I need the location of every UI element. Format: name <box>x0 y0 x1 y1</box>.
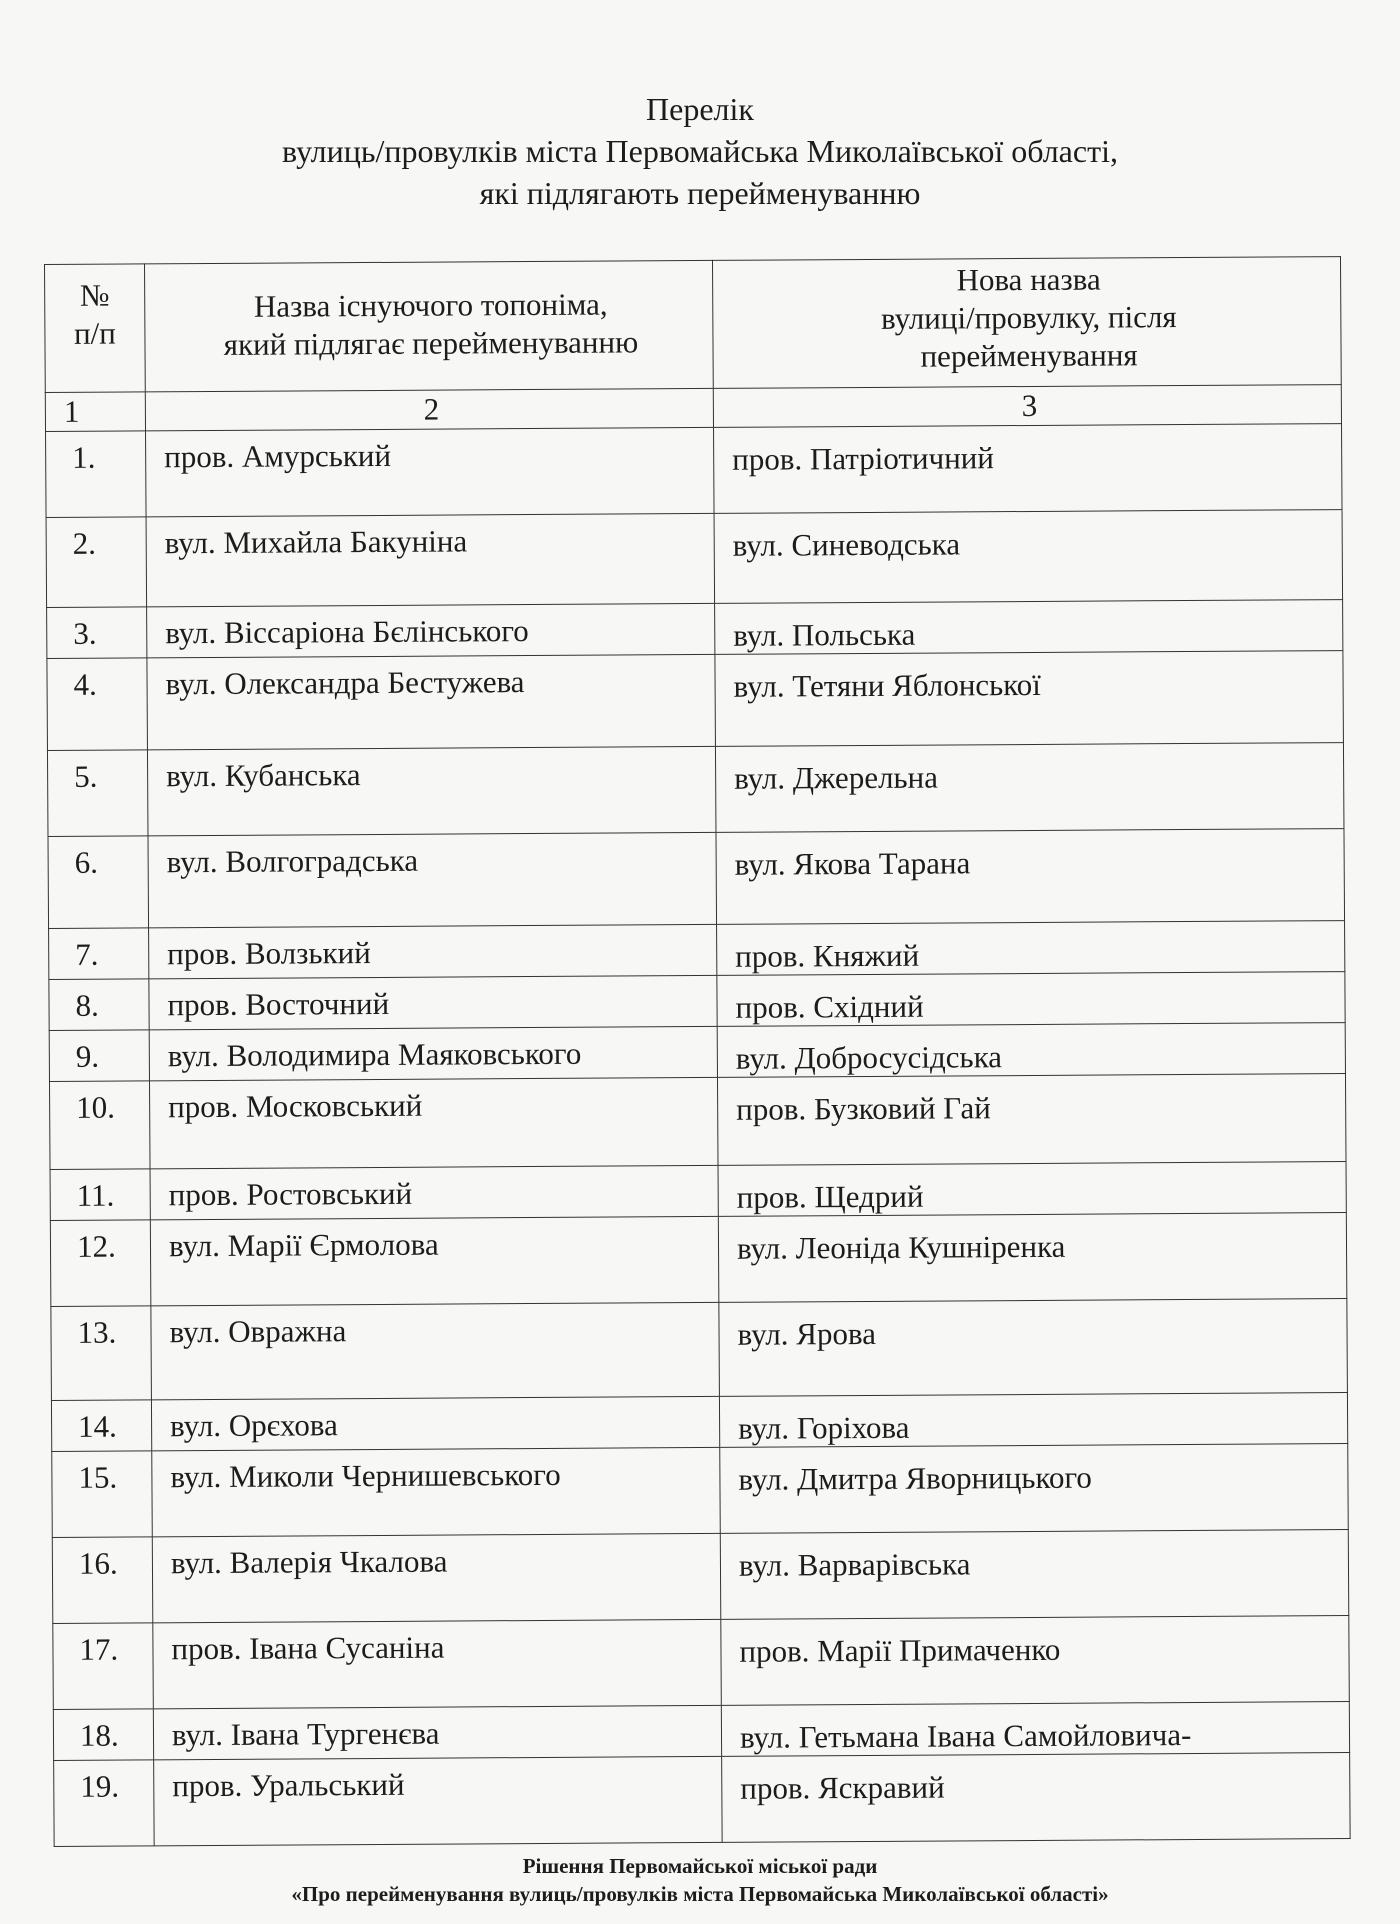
row-number: 15. <box>52 1451 153 1538</box>
row-number: 14. <box>51 1400 151 1452</box>
column-index-1: 1 <box>45 392 145 432</box>
new-street-name: пров. Щедрий <box>718 1162 1346 1217</box>
table-row <box>49 972 1345 1031</box>
table-row <box>47 600 1343 659</box>
table-row <box>46 424 1343 518</box>
new-street-name: вул. Ярова <box>719 1299 1348 1397</box>
row-number: 9. <box>49 1030 149 1082</box>
old-street-name: пров. Ростовський <box>150 1165 718 1219</box>
row-number: 13. <box>51 1306 152 1401</box>
old-street-name: вул. Овражна <box>151 1302 720 1399</box>
row-number: 12. <box>50 1220 151 1307</box>
table-row <box>48 829 1345 929</box>
table-row <box>47 651 1344 751</box>
old-street-name: вул. Кубанська <box>147 746 716 835</box>
footer-line-1: Рішення Первомайської міської ради <box>522 1854 878 1878</box>
new-street-name: пров. Східний <box>717 972 1345 1027</box>
table-row <box>49 1023 1345 1082</box>
document-footer <box>0 1852 1400 1908</box>
table-row <box>49 1074 1346 1170</box>
table-row <box>46 510 1343 608</box>
new-street-name: пров. Марії Примаченко <box>721 1616 1350 1706</box>
table-row <box>49 921 1345 980</box>
table-row <box>50 1213 1347 1307</box>
old-street-name: пров. Амурський <box>146 427 715 516</box>
new-street-name: вул. Польська <box>715 600 1343 655</box>
row-number: 5. <box>47 750 148 837</box>
old-street-name: пров. Восточний <box>149 975 717 1029</box>
old-street-name: вул. Віссаріона Бєлінського <box>147 603 715 657</box>
old-street-name: вул. Орєхова <box>151 1396 719 1450</box>
new-street-name: пров. Яскравий <box>722 1753 1351 1843</box>
new-street-name: вул. Гетьмана Івана Самойловича- <box>721 1702 1349 1757</box>
new-street-name: вул. Тетяни Яблонської <box>715 651 1344 747</box>
table-row <box>51 1393 1347 1452</box>
column-index-2: 2 <box>145 388 713 430</box>
row-number: 2. <box>46 517 147 608</box>
row-number: 10. <box>49 1081 150 1170</box>
document-title <box>0 88 1400 214</box>
old-street-name: вул. Михайла Бакуніна <box>146 513 715 606</box>
row-number: 1. <box>46 431 147 518</box>
old-street-name: пров. Московський <box>149 1077 718 1168</box>
row-number: 11. <box>50 1169 150 1221</box>
table-row <box>52 1444 1349 1538</box>
new-street-name: вул. Горіхова <box>719 1393 1347 1448</box>
header-number: № п/п <box>45 264 146 393</box>
new-street-name: вул. Добросусідська <box>717 1023 1345 1078</box>
title-line-1: Перелік <box>646 91 754 127</box>
new-street-name: пров. Бузковий Гай <box>717 1074 1346 1166</box>
old-street-name: вул. Миколи Чернишевського <box>152 1447 721 1536</box>
new-street-name: пров. Патріотичний <box>714 424 1343 514</box>
old-street-name: вул. Волгоградська <box>148 832 717 927</box>
new-street-name: вул. Синеводська <box>714 510 1343 604</box>
old-street-name: вул. Марії Єрмолова <box>150 1216 719 1305</box>
new-street-name: вул. Варварівська <box>720 1530 1349 1620</box>
table-row <box>51 1299 1348 1401</box>
old-street-name: пров. Волзький <box>149 924 717 978</box>
new-street-name: вул. Дмитра Яворницького <box>720 1444 1349 1534</box>
row-number: 6. <box>48 836 149 929</box>
row-number: 19. <box>54 1760 155 1847</box>
title-line-3: які підлягають перейменуванню <box>479 175 921 211</box>
title-line-2: вулиць/провулків міста Первомайська Миколаївської області, <box>282 133 1118 169</box>
new-street-name: вул. Якова Тарана <box>716 829 1345 925</box>
new-street-name: пров. Княжий <box>717 921 1345 976</box>
row-number: 16. <box>52 1537 153 1624</box>
row-number: 17. <box>53 1623 154 1710</box>
row-number: 3. <box>47 607 147 659</box>
old-street-name: вул. Валерія Чкалова <box>152 1533 721 1622</box>
old-street-name: вул. Володимира Маяковського <box>149 1026 717 1080</box>
footer-line-2: «Про перейменування вулиць/провулків міста Первомайська Миколаївської області» <box>291 1882 1109 1906</box>
old-street-name: вул. Івана Тургенєва <box>153 1705 721 1759</box>
row-number: 18. <box>53 1709 153 1761</box>
old-street-name: пров. Івана Сусаніна <box>153 1619 722 1708</box>
table-row <box>50 1162 1346 1221</box>
table-row <box>54 1753 1351 1847</box>
table-row <box>53 1616 1350 1710</box>
row-number: 8. <box>49 979 149 1031</box>
table-header-row <box>45 257 1342 393</box>
column-index-3: 3 <box>713 385 1341 428</box>
new-street-name: вул. Джерельна <box>715 743 1344 833</box>
old-street-name: пров. Уральський <box>154 1756 723 1845</box>
new-street-name: вул. Леоніда Кушніренка <box>718 1213 1347 1303</box>
table-row <box>52 1530 1349 1624</box>
row-number: 7. <box>49 928 149 980</box>
header-old-name: Назва існуючого топоніма, який підлягає перейменуванню <box>145 260 714 391</box>
renaming-table <box>44 256 1351 1847</box>
table-row <box>53 1702 1349 1761</box>
row-number: 4. <box>47 658 148 751</box>
header-new-name: Нова назва вулиці/провулку, після перейменування <box>712 257 1341 389</box>
old-street-name: вул. Олександра Бестужева <box>147 654 716 749</box>
table-row <box>47 743 1344 837</box>
